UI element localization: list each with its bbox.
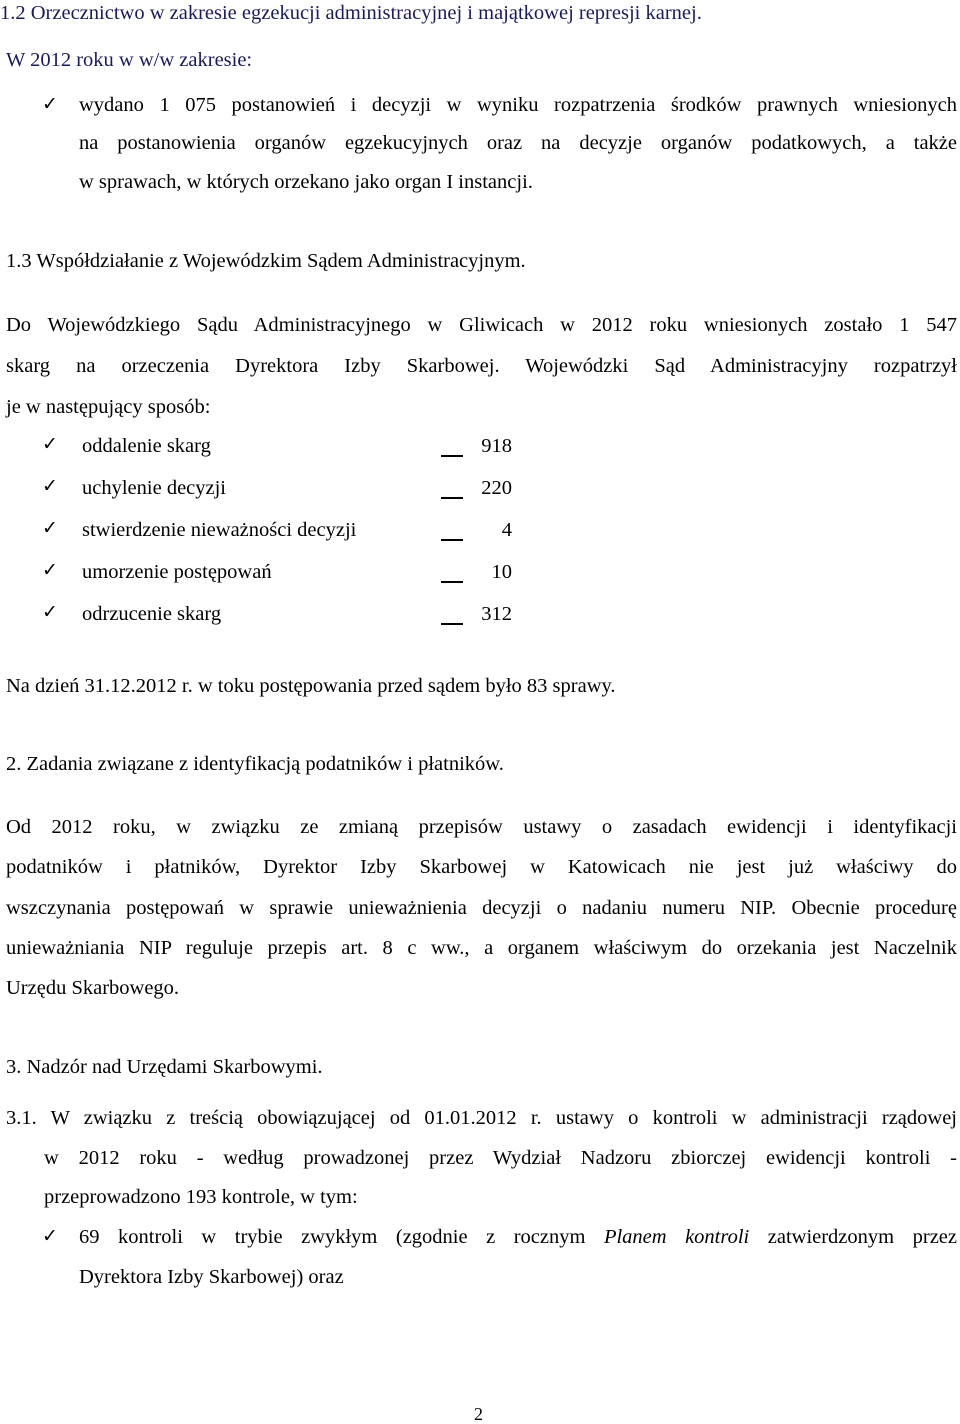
para-nip-line2: podatników i płatników, Dyrektor Izby Skarbowej w Katowicach nie jest już właściwy do xyxy=(6,856,957,878)
check-icon: ✓ xyxy=(42,601,58,623)
check-icon: ✓ xyxy=(42,1225,58,1247)
bullet-last-line2: Dyrektora Izby Skarbowej) oraz xyxy=(79,1266,344,1288)
outcome-label: odrzucenie skarg xyxy=(82,603,222,625)
heading-2: 2. Zadania związane z identyfikacją podatników i płatników. xyxy=(6,753,504,775)
check-icon: ✓ xyxy=(42,93,58,115)
outcome-value: 10 xyxy=(491,561,512,583)
bullet-last-text-a: 69 kontroli w trybie zwykłym (zgodnie z rocznym xyxy=(79,1226,604,1248)
para-3-1-line2: w 2012 roku - według prowadzonej przez Wydział Nadzoru zbiorczej ewidencji kontroli - xyxy=(44,1147,957,1169)
outcome-value: 918 xyxy=(481,435,512,457)
para-wsa-line1: Do Wojewódzkiego Sądu Administracyjnego w Gliwicach w 2012 roku wniesionych zostało 1 547 xyxy=(6,314,957,336)
pending-cases: Na dzień 31.12.2012 r. w toku postępowania przed sądem było 83 sprawy. xyxy=(6,675,616,697)
check-icon: ✓ xyxy=(42,433,58,455)
outcome-label: oddalenie skarg xyxy=(82,435,211,457)
check-icon: ✓ xyxy=(42,559,58,581)
heading-3: 3. Nadzór nad Urzędami Skarbowymi. xyxy=(6,1056,323,1078)
outcome-value: 312 xyxy=(481,603,512,625)
para-nip-line4: unieważniania NIP reguluje przepis art. 8 c ww., a organem właściwym do orzekania jest Naczelnik xyxy=(6,937,957,959)
outcome-value: 220 xyxy=(481,477,512,499)
plan-kontroli-italic: Planem kontroli xyxy=(603,1226,750,1248)
check-icon: ✓ xyxy=(42,517,58,539)
para-wsa-line2: skarg na orzeczenia Dyrektora Izby Skarbowej. Wojewódzki Sąd Administracyjny rozpatrzył xyxy=(6,355,957,377)
para-nip-line5: Urzędu Skarbowego. xyxy=(6,977,180,999)
para-3-1-line3: przeprowadzono 193 kontrole, w tym: xyxy=(44,1186,358,1208)
bullet-last-text-b: zatwierdzonym przez xyxy=(749,1226,957,1248)
bullet-last-line1 xyxy=(79,1227,957,1248)
outcome-label: umorzenie postępowań xyxy=(82,561,272,583)
outcome-label: uchylenie decyzji xyxy=(82,477,227,499)
bullet1-line1: wydano 1 075 postanowień i decyzji w wyniku rozpatrzenia środków prawnych wniesionych xyxy=(79,94,957,116)
bullet1-line3: w sprawach, w których orzekano jako organ I instancji. xyxy=(79,171,533,193)
page-number: 2 xyxy=(474,1404,483,1424)
heading-1-2: 1.2 Orzecznictwo w zakresie egzekucji administracyjnej i majątkowej represji karnej. xyxy=(0,2,702,24)
para-nip-line1: Od 2012 roku, w związku ze zmianą przepisów ustawy o zasadach ewidencji i identyfikacji xyxy=(6,816,957,838)
outcome-label: stwierdzenie nieważności decyzji xyxy=(82,519,357,541)
para-3-1-line1: 3.1. W związku z treścią obowiązującej od 01.01.2012 r. ustawy o kontroli w administracji rządowej xyxy=(6,1107,957,1129)
para-wsa-line3: je w następujący sposób: xyxy=(6,396,211,418)
para-nip-line3: wszczynania postępowań w sprawie unieważnienia decyzji o nadaniu numeru NIP. Obecnie procedurę xyxy=(6,897,957,919)
outcome-value: 4 xyxy=(501,519,512,541)
heading-1-3: 1.3 Współdziałanie z Wojewódzkim Sądem Administracyjnym. xyxy=(6,250,526,272)
check-icon: ✓ xyxy=(42,475,58,497)
bullet1-line2: na postanowienia organów egzekucyjnych oraz na decyzje organów podatkowych, a także xyxy=(79,132,957,154)
intro-2012: W 2012 roku w w/w zakresie: xyxy=(6,49,253,71)
